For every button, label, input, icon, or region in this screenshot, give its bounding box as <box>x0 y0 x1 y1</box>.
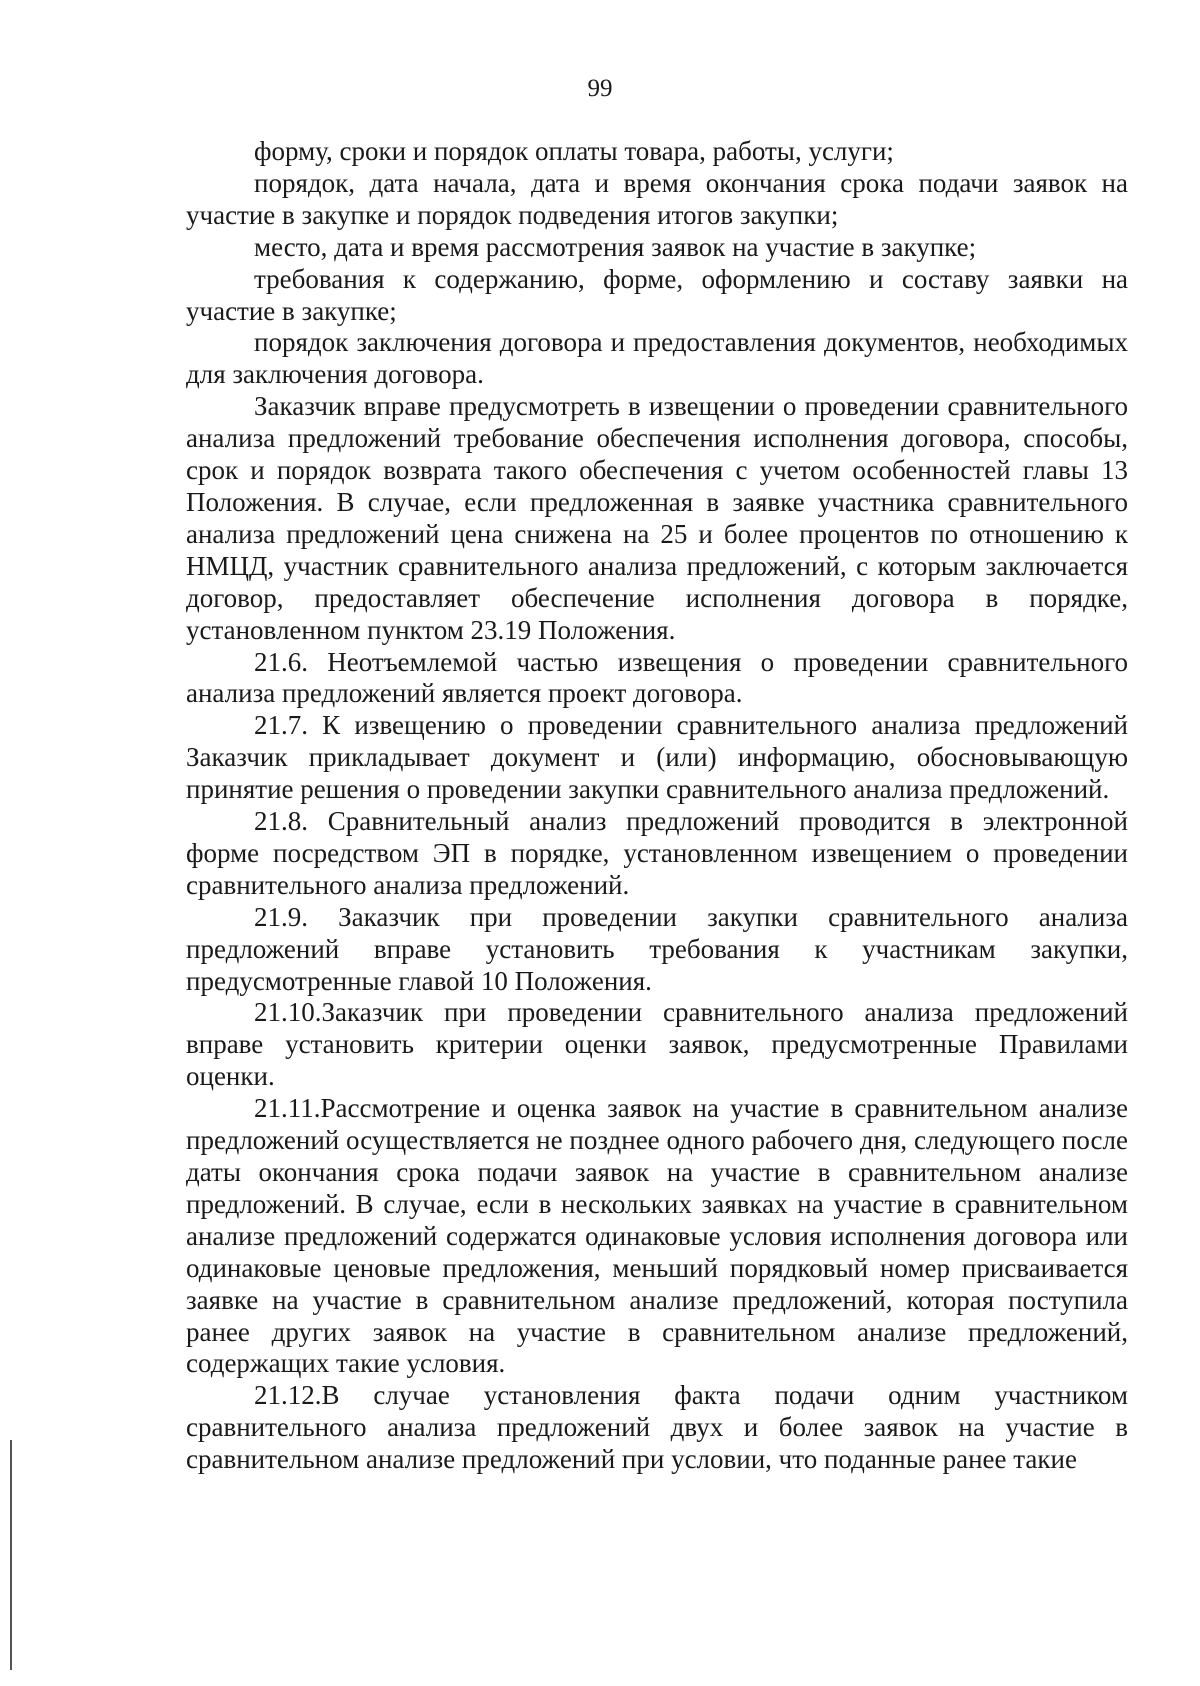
clause-21-8: 21.8. Сравнительный анализ предложений проводится в электронной форме посредством ЭП в порядке, установленном извещением о проведении сравнительного анализа предложений. <box>186 806 1128 900</box>
clause-21-10: 21.10.Заказчик при проведении сравнительного анализа предложений вправе установить критерии оценки заявок, предусмотренные Правилами оценки. <box>186 997 1128 1092</box>
clause-21-12: 21.12.В случае установления факта подачи одним участником сравнительного анализа предложений двух и более заявок на участие в сравнительном анализе предложений при условии, что поданные ранее такие <box>186 1380 1128 1475</box>
paragraph-payment-terms: форму, сроки и порядок оплаты товара, работы, услуги; <box>254 136 894 166</box>
paragraph-review-place-date: место, дата и время рассмотрения заявок на участие в закупке; <box>254 231 977 262</box>
page-number: 99 <box>587 75 613 102</box>
clause-21-6: 21.6. Неотъемлемой частью извещения о проведении сравнительного анализа предложений является проект договора. <box>186 646 1128 709</box>
clause-21-7: 21.7. К извещению о проведении сравнительного анализа предложений Заказчик прикладывает документ и (или) информацию, обосновывающую принятие решения о проведении закупки сравнительного анализа предложений. <box>186 710 1128 805</box>
document-body <box>186 136 1128 1476</box>
clause-21-11: 21.11.Рассмотрение и оценка заявок на участие в сравнительном анализе предложений осуществляется не позднее одного рабочего дня, следующего после даты окончания срока подачи заявок на участие в сравнительном анализе предложений. В случае, если в нескольких заявках на участие в сравнительном анализе предложений содержатся одинаковые условия исполнения договора или одинаковые ценовые предложения, меньший порядковый номер присваивается заявке на участие в сравнительном анализе предложений, которая поступила ранее других заявок на участие в сравнительном анализе предложений, содержащих такие условия. <box>186 1093 1128 1379</box>
paragraph-contract-procedure: порядок заключения договора и предоставления документов, необходимых для заключения договора. <box>186 327 1128 390</box>
paragraph-application-requirements: требования к содержанию, форме, оформлению и составу заявки на участие в закупке; <box>186 263 1128 326</box>
paragraph-submission-deadlines: порядок, дата начала, дата и время окончания срока подачи заявок на участие в закупке и порядок подведения итогов закупки; <box>186 167 1128 230</box>
paragraph-contract-security: Заказчик вправе предусмотреть в извещении о проведении сравнительного анализа предложений требование обеспечения исполнения договора, способы, срок и порядок возврата такого обеспечения с учетом особенностей главы 13 Положения. В случае, если предложенная в заявке участника сравнительного анализа предложений цена снижена на 25 и более процентов по отношению к НМЦД, участник сравнительного анализа предложений, с которым заключается договор, предоставляет обеспечение исполнения договора в порядке, установленном пунктом 23.19 Положения. <box>186 391 1128 645</box>
scan-edge-line <box>10 1440 12 1670</box>
clause-21-9: 21.9. Заказчик при проведении закупки сравнительного анализа предложений вправе установить требования к участникам закупки, предусмотренные главой 10 Положения. <box>186 901 1128 996</box>
